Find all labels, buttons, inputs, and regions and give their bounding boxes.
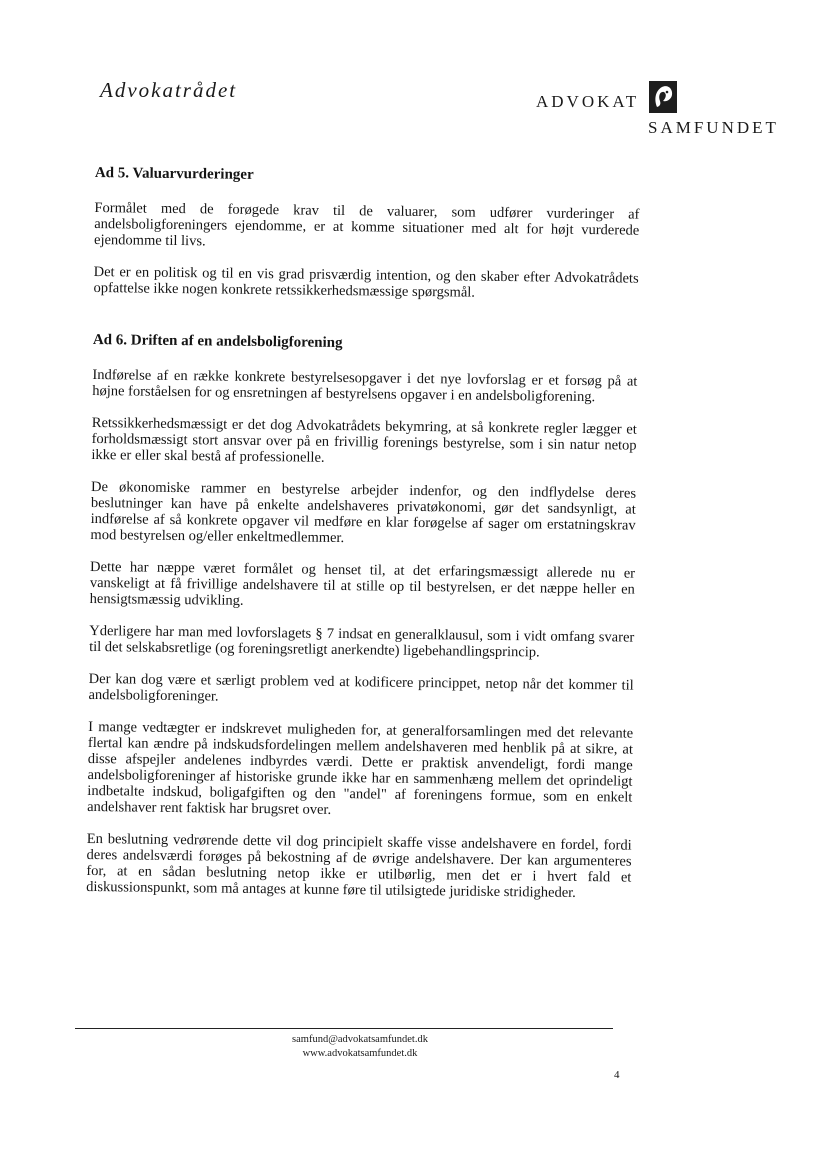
section-heading-valuarvurderinger: Ad 5. Valuarvurderinger <box>94 165 254 183</box>
page-number: 4 <box>614 1069 620 1081</box>
advokatraadet-title: Advokatrådet <box>100 78 238 102</box>
paragraph: Retssikkerhedsmæssigt er det dog Advokatrådets bekymring, at så konkrete regler lægger et forholdsmæssigt stort ansvar over på en frivillig forenings bestyrelse, som i sin natur netop ikke er eller skal bestå af professionelle. <box>91 414 637 466</box>
paragraph: Der kan dog være et særligt problem ved at kodificere princippet, netop når det kommer til andelsboligforeninger. <box>88 670 634 705</box>
paragraph: Formålet med de forøgede krav til de valuarer, som udfører vurderinger af andelsboligforeningers ejendomme, er at komme situationer med alt for højt vurderede ejendomme til livs. <box>93 199 640 250</box>
paragraph: En beslutning vedrørende dette vil dog principielt skaffe visse andelshavere en fordel, fordi deres andelsværdi forøges på bekostning af de øvrige andelshavere. Der kan argumenteres for, at en sådan beslutning netop ikke er utilbørlig, men det er i hvert fald et diskussionspunkt, som må antages at kunne føre til utilsigtede juridiske stridigheder. <box>86 830 632 901</box>
advokatsamfundet-logo <box>536 78 796 138</box>
logo-text-top: ADVOKAT <box>536 92 640 111</box>
paragraph: Det er en politisk og til en vis grad prisværdig intention, og den skaber efter Advokatrådets opfattelse ikke nogen konkrete retssikkerhedsmæssige spørgsmål. <box>93 263 639 301</box>
paragraph: Yderligere har man med lovforslagets § 7 indsat en generalklausul, som i vidt omfang svarer til det selskabsretlige (og foreningsretligt anerkendte) ligebehandlingsprincip. <box>89 622 635 661</box>
paragraph: Dette har næppe været formålet og henset til, at det erfaringsmæssigt allerede nu er vanskeligt at få frivillige andelshavere til at stille op til bestyrelsen, er det næppe heller en hensigtsmæssig udvikling. <box>89 558 636 609</box>
section-heading-driften: Ad 6. Driften af en andelsboligforening <box>92 331 343 352</box>
paragraph: I mange vedtægter er indskrevet muligheden for, at generalforsamlingen med det relevante flertal kan ændre på indskudsfordelingen mellem andelshaveren med henblik på at sikre, at disse afspejler andelenes indbyrdes værdi. Dette er praktisk anvendeligt, fordi mange andelsboligforeninger af historiske grunde ikke har en sammenhæng mellem det oprindeligt indbetalte indskud, boligafgiften og den "andel" af foreningens formue, som en enkelt andelshaver rent faktisk har brugsret over. <box>87 718 634 818</box>
letter-body <box>86 165 640 918</box>
footer-divider <box>75 1028 613 1029</box>
footer-email: samfund@advokatsamfundet.dk <box>292 1034 428 1045</box>
paragraph: Indførelse af en række konkrete bestyrelsesopgaver i det nye lovforslag er et forsøg på at højne forståelsen for og ensretningen af bestyrelsens opgaver i en andelsboligforening. <box>92 366 638 406</box>
advokatsamfundet-emblem-icon <box>648 80 678 114</box>
paragraph: De økonomiske rammer en bestyrelse arbejder indenfor, og den indflydelse deres beslutninger kan have på enkelte andelshaveres privatøkonomi, gør det sandsynligt, at indførelse af så konkrete opgaver vil medføre en klar forøgelse af sager om erstatningskrav mod bestyrelsen og/eller enkeltmedlemmer. <box>90 478 637 547</box>
footer-website: www.advokatsamfundet.dk <box>302 1048 418 1059</box>
logo-text-bottom: SAMFUNDET <box>648 118 779 137</box>
